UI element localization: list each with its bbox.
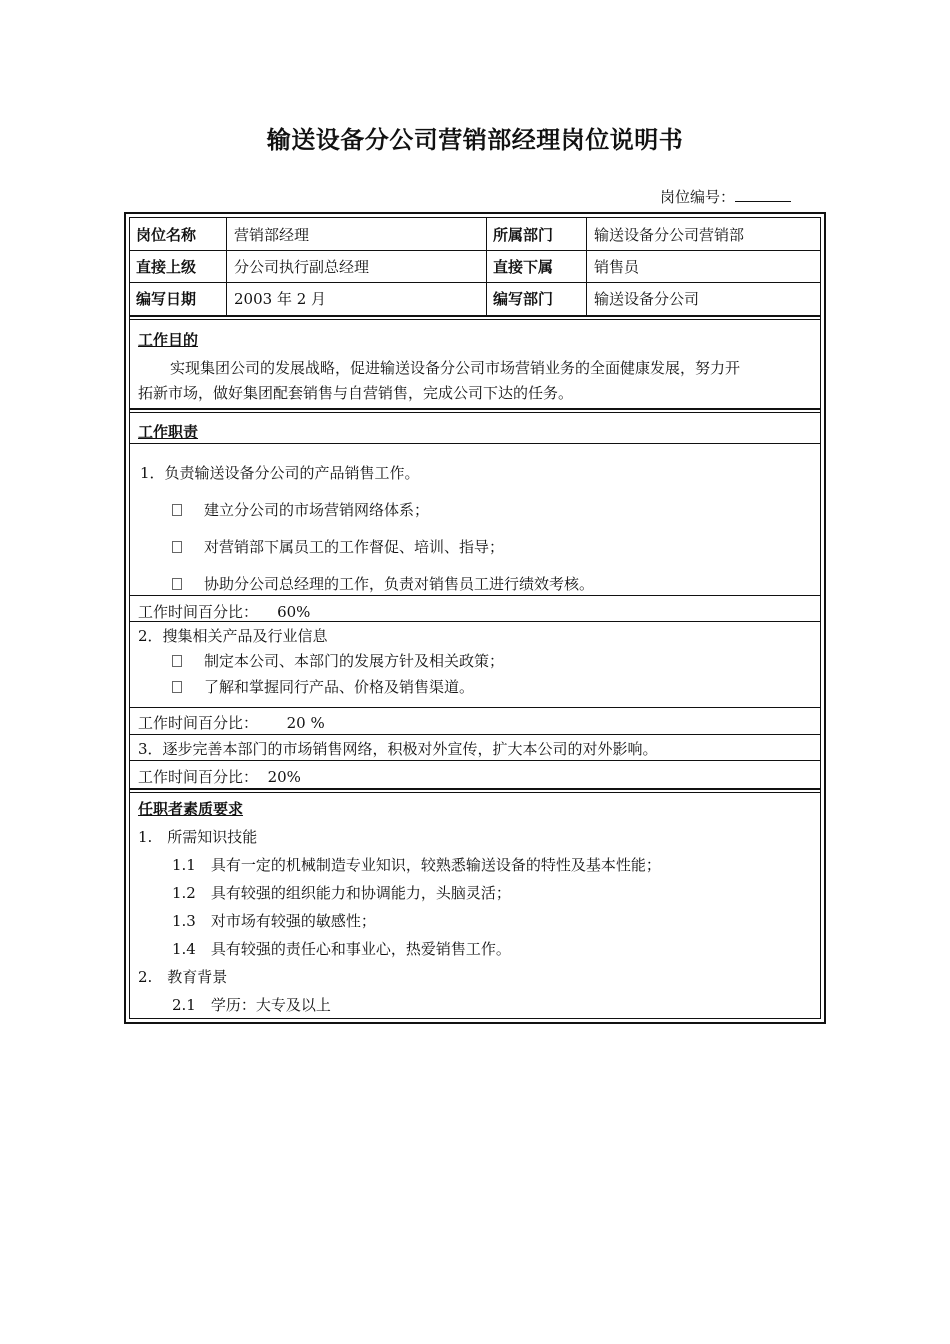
education-heading: 2. 教育背景 [138,968,228,986]
knowledge-item-3: 1.3 对市场有较强的敏感性； [172,912,376,930]
knowledge-skills-heading: 1. 所需知识技能 [138,828,258,846]
purpose-line-1: 实现集团公司的发展战略，促进输送设备分公司市场营销业务的全面健康发展，努力开 [170,359,741,377]
knowledge-item-2: 1.2 具有较强的组织能力和协调能力，头脑灵活； [172,884,511,902]
duty-2-pct-label: 工作时间百分比： [138,714,259,732]
duty-2-bullet-1 [172,650,504,671]
duty-1-time-pct [138,601,310,622]
purpose-line-2: 拓新市场，做好集团配套销售与自营销售，完成公司下达的任务。 [138,384,574,402]
knowledge-item-4: 1.4 具有较强的责任心和事业心，热爱销售工作。 [172,940,511,958]
label-compile-date: 编写日期 [136,290,197,308]
duty-3-pct-label: 工作时间百分比： [138,768,259,786]
bullet-icon [172,541,182,553]
value-direct-subordinate: 销售员 [594,258,640,276]
duty-1-bullet-2 [172,536,504,557]
duty-3-title: 3．逐步完善本部门的市场销售网络，积极对外宣传，扩大本公司的对外影响。 [138,740,658,758]
label-direct-subordinate: 直接下属 [493,258,554,276]
job-description-table [124,212,826,1024]
duty-2-title: 2．搜集相关产品及行业信息 [138,627,328,645]
duty-1-pct-label: 工作时间百分比： [138,603,259,621]
bullet-icon [172,578,182,590]
value-direct-superior: 分公司执行副总经理 [234,258,370,276]
duty-2-bullet-2-text: 了解和掌握同行产品、价格及销售渠道。 [204,678,475,696]
duty-2-time-pct [138,712,325,733]
duty-3-time-pct [138,766,301,787]
bullet-icon [172,504,182,516]
value-department: 输送设备分公司营销部 [594,226,745,244]
duty-1-bullet-1 [172,499,429,520]
duty-1-bullet-2-text: 对营销部下属员工的工作督促、培训、指导； [204,538,505,556]
duty-1-bullet-3-text: 协助分公司总经理的工作，负责对销售员工进行绩效考核。 [204,575,595,593]
label-compile-department: 编写部门 [493,290,554,308]
duty-2-bullet-1-text: 制定本公司、本部门的发展方针及相关政策； [204,652,505,670]
post-number-blank[interactable] [735,187,791,202]
purpose-heading: 工作目的 [138,331,199,349]
label-department: 所属部门 [493,226,554,244]
bullet-icon [172,655,182,667]
value-position-name: 营销部经理 [234,226,310,244]
label-direct-superior: 直接上级 [136,258,197,276]
value-compile-date: 2003 年 2 月 [234,290,327,308]
bullet-icon [172,681,182,693]
duty-2-pct-value: 20 % [286,714,325,732]
value-compile-department: 输送设备分公司 [594,290,700,308]
document-title: 输送设备分公司营销部经理岗位说明书 [266,126,684,154]
duty-2-bullet-2 [172,676,474,697]
duty-1-title: 1．负责输送设备分公司的产品销售工作。 [140,464,420,482]
duty-1-bullet-1-text: 建立分公司的市场营销网络体系； [204,501,430,519]
duty-1-bullet-3 [172,573,594,594]
education-item-1: 2.1 学历：大专及以上 [172,996,331,1014]
knowledge-item-1: 1.1 具有一定的机械制造专业知识，较熟悉输送设备的特性及基本性能； [172,856,661,874]
label-position-name: 岗位名称 [136,226,197,244]
qualifications-heading: 任职者素质要求 [138,800,244,818]
duty-3-pct-value: 20% [267,768,301,786]
post-number [660,186,791,207]
duties-heading: 工作职责 [138,423,199,441]
post-number-label: 岗位编号： [660,188,736,206]
duty-1-pct-value: 60% [277,603,311,621]
